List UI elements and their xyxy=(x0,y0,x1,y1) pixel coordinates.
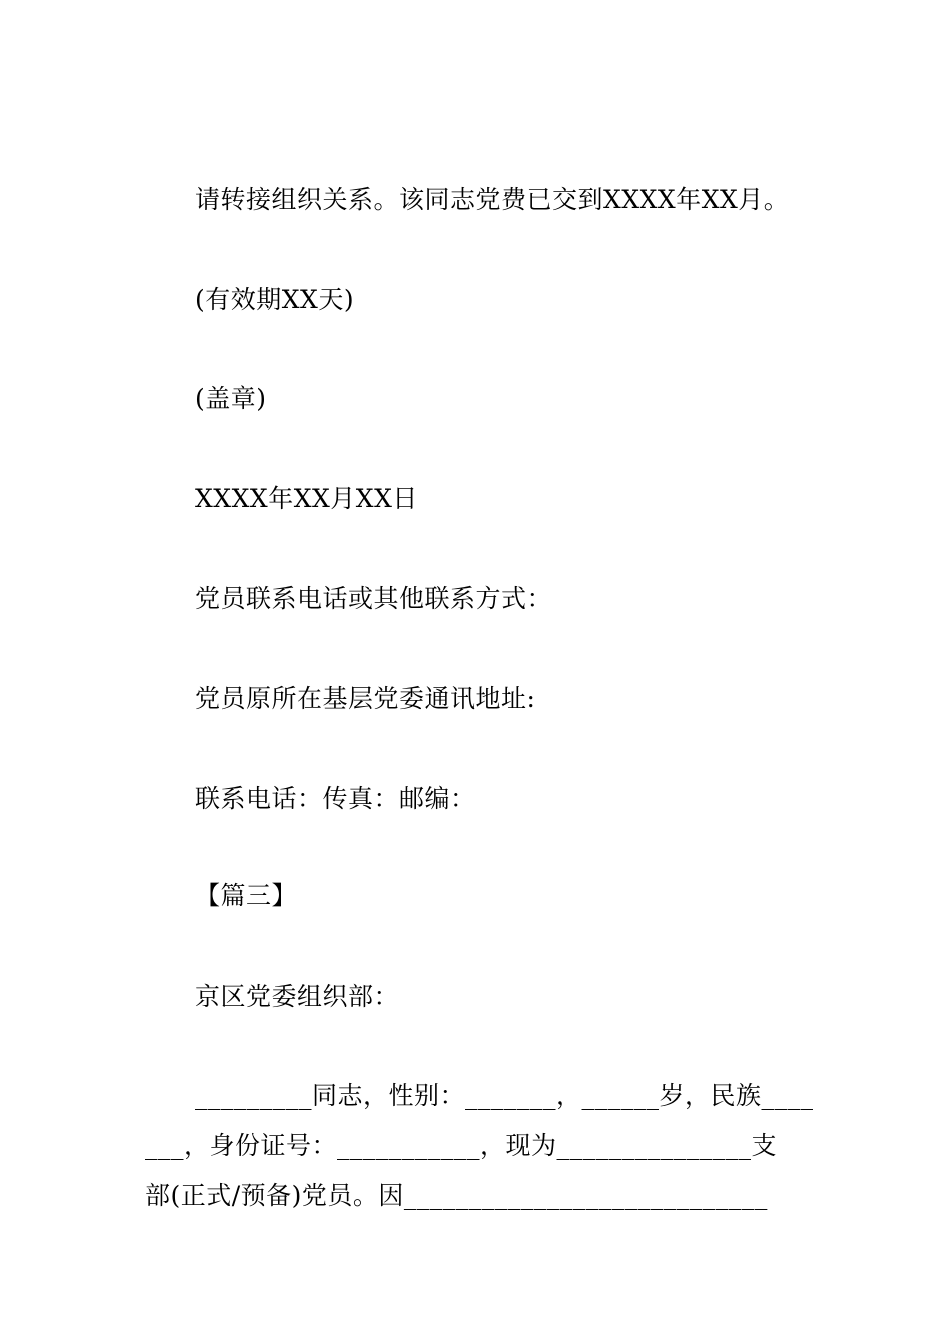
section-heading: 【篇三】 xyxy=(195,881,298,910)
member-info-line-1: _________同志，性别：_______，______岁，民族____ xyxy=(195,1081,814,1110)
member-contact-line: 党员联系电话或其他联系方式： xyxy=(195,584,553,613)
member-info-line-2: ___，身份证号：___________，现为_______________支 xyxy=(145,1131,778,1160)
member-info-line-3: 部(正式/预备)党员。因____________________________ xyxy=(145,1181,768,1210)
date-line: XXXX年XX月XX日 xyxy=(195,484,418,513)
phone-fax-postcode-line: 联系电话：传真：邮编： xyxy=(195,784,476,813)
seal-line: (盖章) xyxy=(195,384,267,413)
addressee-line: 京区党委组织部： xyxy=(195,982,400,1011)
committee-address-line: 党员原所在基层党委通讯地址: xyxy=(195,684,536,713)
validity-period-line: (有效期XX天) xyxy=(195,285,355,314)
transfer-request-line: 请转接组织关系。该同志党费已交到XXXX年XX月。 xyxy=(195,185,790,214)
